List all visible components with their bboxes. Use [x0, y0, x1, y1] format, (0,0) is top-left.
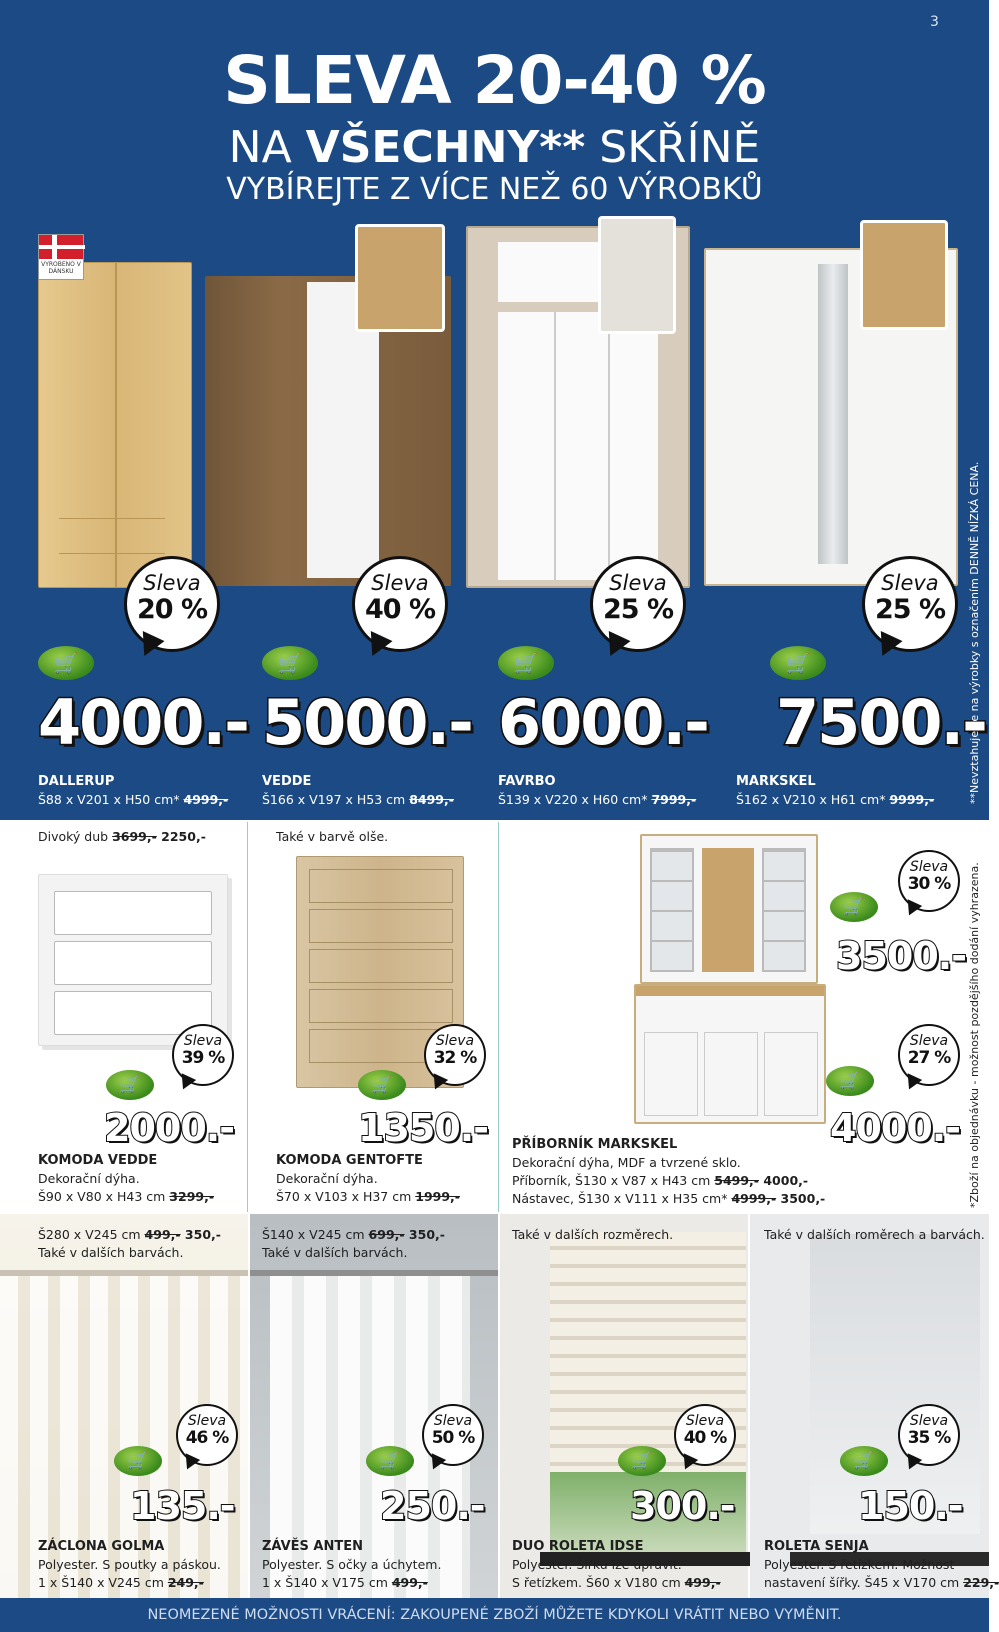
product-note: Také v dalších barvách. — [262, 1245, 408, 1260]
price: 300.- — [630, 1484, 735, 1528]
side-note: **Nevztahuje se na výrobky s označením DENNĚ NÍZKÁ CENA. — [968, 461, 981, 804]
product-name: FAVRBO — [498, 774, 556, 789]
product-note: Také v dalších barvách. — [38, 1245, 184, 1260]
product-dims: nastavení šířky. Š45 x V170 cm 229,- — [764, 1575, 999, 1590]
cart-icon[interactable]: 🛒 — [262, 646, 318, 680]
product-dims: Š139 x V220 x H60 cm* 7999,- — [498, 792, 697, 807]
cart-icon[interactable]: 🛒 — [830, 892, 878, 922]
favrbo-interior-image — [598, 216, 676, 334]
discount-badge: Sleva 30 % — [898, 850, 960, 912]
price: 150.- — [858, 1484, 963, 1528]
product-desc: Polyester. S poutky a páskou. — [38, 1557, 221, 1572]
cart-icon[interactable]: 🛒 — [840, 1446, 888, 1476]
product-name: DALLERUP — [38, 774, 115, 789]
cart-icon[interactable]: 🛒 — [114, 1446, 162, 1476]
komoda-vedde-image — [38, 874, 228, 1046]
headline: SLEVA 20-40 % — [223, 42, 766, 119]
product-dims: Nástavec, Š130 x V111 x H35 cm* 4999,- 3500,- — [512, 1191, 826, 1206]
cart-icon[interactable]: 🛒 — [498, 646, 554, 680]
product-note: Divoký dub 3699,- 2250,- — [38, 829, 206, 844]
product-name: MARKSKEL — [736, 774, 816, 789]
price: 5000.- — [262, 686, 472, 759]
price: 250.- — [380, 1484, 485, 1528]
discount-badge: Sleva 50 % — [422, 1404, 484, 1466]
footer-banner: NEOMEZENÉ MOŽNOSTI VRÁCENÍ: ZAKOUPENÉ ZBOŽÍ MŮŽETE KDYKOLI VRÁTIT NEBO VYMĚNIT. — [0, 1598, 989, 1632]
divider — [498, 822, 499, 1212]
product-dims: Š166 x V197 x H53 cm 8499,- — [262, 792, 454, 807]
product-name: PŘÍBORNÍK MARKSKEL — [512, 1137, 678, 1152]
product-name: ROLETA SENJA — [764, 1539, 869, 1554]
product-desc: Dekorační dýha, MDF a tvrzené sklo. — [512, 1155, 741, 1170]
price: 4000.- — [830, 1106, 960, 1150]
product-note: Také v dalších roměrech a barvách. — [764, 1227, 985, 1242]
side-note: *Zboží na objednávku - možnost pozdějšího dodání vyhrazena. — [968, 862, 981, 1208]
cart-icon[interactable]: 🛒 — [366, 1446, 414, 1476]
cart-icon[interactable]: 🛒 — [358, 1070, 406, 1100]
product-dims: Š88 x V201 x H50 cm* 4999,- — [38, 792, 229, 807]
pribornik-top-image — [640, 834, 818, 984]
price: 3500.- — [836, 934, 966, 978]
discount-badge: Sleva 39 % — [172, 1024, 234, 1086]
product-note: Š280 x V245 cm 499,- 350,- — [38, 1227, 221, 1242]
product-desc: Dekorační dýha. — [276, 1171, 378, 1186]
product-desc: Dekorační dýha. — [38, 1171, 140, 1186]
product-name: KOMODA VEDDE — [38, 1153, 158, 1168]
cart-icon[interactable]: 🛒 — [826, 1066, 874, 1096]
product-desc: Polyester. S řetízkem. Možnost — [764, 1557, 955, 1572]
product-dims: 1 x Š140 x V245 cm 249,- — [38, 1575, 204, 1590]
product-dims: Š162 x V210 x H61 cm* 9999,- — [736, 792, 935, 807]
divider — [247, 822, 248, 1212]
denmark-flag-icon: VYROBENO V DÁNSKU — [38, 234, 84, 280]
product-note: Š140 x V245 cm 699,- 350,- — [262, 1227, 445, 1242]
product-dims: Š90 x V80 x H43 cm 3299,- — [38, 1189, 215, 1204]
cart-icon[interactable]: 🛒 — [618, 1446, 666, 1476]
product-name: ZÁVĚS ANTEN — [262, 1539, 364, 1554]
product-note: Také v barvě olše. — [276, 829, 389, 844]
price: 1350.- — [358, 1106, 488, 1150]
price: 135.- — [130, 1484, 235, 1528]
markskel-interior-image — [860, 220, 948, 330]
pribornik-bottom-image — [634, 984, 826, 1124]
cart-icon[interactable]: 🛒 — [106, 1070, 154, 1100]
discount-badge: Sleva 35 % — [898, 1404, 960, 1466]
product-name: DUO ROLETA IDSE — [512, 1539, 644, 1554]
product-desc: Polyester. Šířku lze upravit. — [512, 1557, 682, 1572]
discount-badge: Sleva 40 % — [352, 556, 448, 652]
product-name: ZÁCLONA GOLMA — [38, 1539, 165, 1554]
subheadline: NA VŠECHNY** SKŘÍNĚ — [228, 122, 761, 173]
price: 7500.- — [776, 686, 986, 759]
product-dims: Š70 x V103 x H37 cm 1999,- — [276, 1189, 460, 1204]
product-desc: Polyester. S očky a úchytem. — [262, 1557, 442, 1572]
product-dims: Příborník, Š130 x V87 x H43 cm 5499,- 4000,- — [512, 1173, 809, 1188]
discount-badge: Sleva 32 % — [424, 1024, 486, 1086]
discount-badge: Sleva 40 % — [674, 1404, 736, 1466]
price: 6000.- — [498, 686, 708, 759]
discount-badge: Sleva 25 % — [590, 556, 686, 652]
product-note: Také v dalších rozměrech. — [512, 1227, 674, 1242]
cart-icon[interactable]: 🛒 — [38, 646, 94, 680]
discount-badge: Sleva 27 % — [898, 1024, 960, 1086]
product-dims: S řetízkem. Š60 x V180 cm 499,- — [512, 1575, 721, 1590]
vedde-interior-image — [355, 224, 445, 332]
product-name: VEDDE — [262, 774, 312, 789]
discount-badge: Sleva 25 % — [862, 556, 958, 652]
product-dims: 1 x Š140 x V175 cm 499,- — [262, 1575, 428, 1590]
product-name: KOMODA GENTOFTE — [276, 1153, 423, 1168]
discount-badge: Sleva 46 % — [176, 1404, 238, 1466]
discount-badge: Sleva 20 % — [124, 556, 220, 652]
dallerup-wardrobe-image — [38, 262, 192, 588]
cart-icon[interactable]: 🛒 — [770, 646, 826, 680]
price: 2000.- — [104, 1106, 234, 1150]
page-number: 3 — [930, 14, 939, 30]
price: 4000.- — [38, 686, 248, 759]
tagline: VYBÍREJTE Z VÍCE NEŽ 60 VÝROBKŮ — [226, 172, 763, 207]
